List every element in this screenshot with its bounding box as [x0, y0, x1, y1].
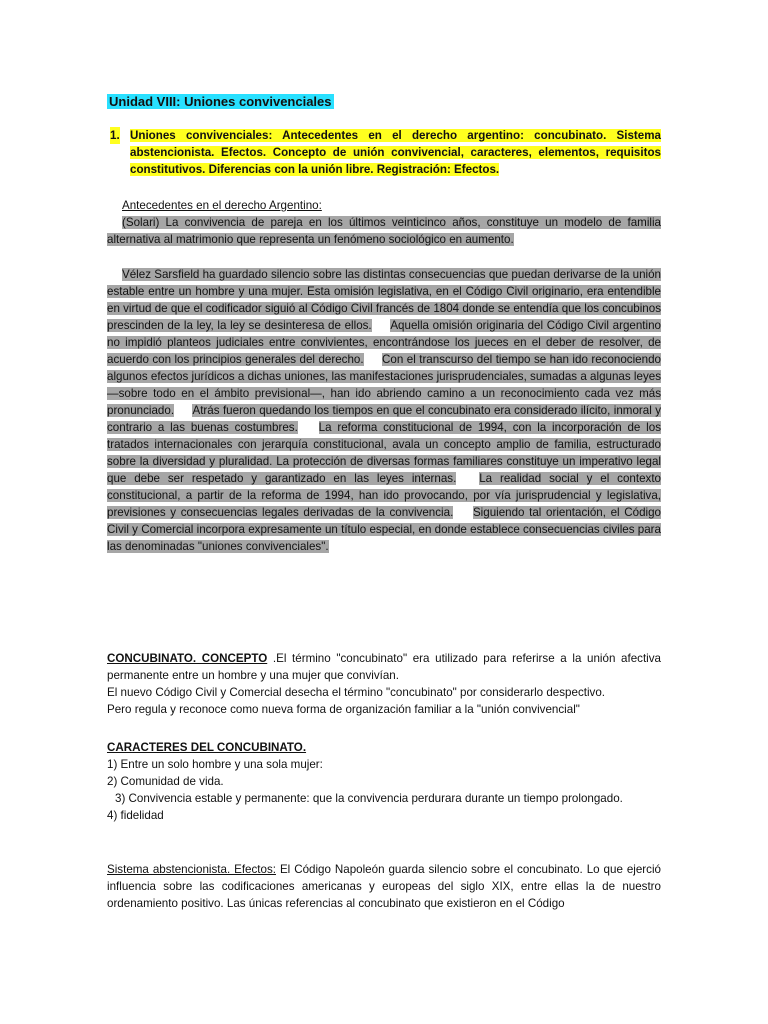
paragraph-group-antecedentes: [107, 266, 661, 555]
page-title: [107, 93, 661, 111]
paragraph-text: Siguiendo tal orientación, el Código Civil y Comercial incorpora expresamente un título especial, en donde establece consecuencias civiles para las denominadas "uniones convivenciales".: [107, 506, 661, 553]
paragraph-text: La realidad social y el contexto constitucional, a partir de la reforma de 1994, han ido provocando, por vía jurisprudencial y legislativa, previsiones y consecuencias legales derivadas de la convivencia.: [107, 472, 661, 519]
paragraph-text: Atrás fueron quedando los tiempos en que el concubinato era considerado ilícito, inmoral y contrario a las buenas costumbres.: [107, 404, 661, 434]
paragraph-text: Vélez Sarsfield ha guardado silencio sobre las distintas consecuencias que puedan derivarse de la unión estable entre un hombre y una mujer. Esta omisión legislativa, en el Código Civil originario, era entendible en virtud de que el codificador siguió al Código Civil francés de 1804 donde se entendía que los concubinos prescinden de la ley, la ley se desinteresa de ellos.: [107, 268, 661, 332]
paragraph-text: (Solari) La convivencia de pareja en los últimos veinticinco años, constituye un modelo de familia alternativa al matrimonio que representa un fenómeno sociológico en aumento.: [107, 216, 661, 246]
caracteres-section: [107, 739, 661, 824]
title-text: Unidad VIII: Uniones convivenciales: [109, 94, 332, 109]
concepto-section: [107, 650, 661, 718]
topic-list-item: [107, 127, 661, 178]
sistema-section: [107, 861, 661, 912]
caracteres-heading: CARACTERES DEL CONCUBINATO.: [107, 741, 307, 754]
paragraph-solari: [107, 214, 661, 248]
paragraph-text: La reforma constitucional de 1994, con la incorporación de los tratados internacionales con jerarquía constitucional, avala un concepto amplio de familia, estructurado sobre la diversidad y pluralidad. La protección de diversas formas familiares constituye un imperativo legal que debe ser respetado y garantizado en las leyes internas.: [107, 421, 661, 485]
caracteres-item: 4) fidelidad: [107, 809, 164, 822]
paragraph-text: Con el transcurso del tiempo se han ido reconociendo algunos efectos jurídicos a dichas uniones, las manifestaciones jurisprudenciales, sumadas a algunas leyes —sobre todo en el ámbito previsional—, han ido abriendo camino a un reconocimiento cada vez más pronunciado.: [107, 353, 661, 417]
caracteres-item: 2) Comunidad de vida.: [107, 775, 224, 788]
concepto-line: El nuevo Código Civil y Comercial desecha el término "concubinato" por considerarlo despectivo.: [107, 686, 605, 699]
concepto-line: Pero regula y reconoce como nueva forma de organización familiar a la "unión convivencial": [107, 703, 580, 716]
list-number: 1.: [110, 129, 120, 142]
paragraph-text: Aquella omisión originaria del Código Civil argentino no impidió planteos judiciales entre convivientes, encontrándose los jueces en el deber de resolver, de acuerdo con los principios generales del derecho.: [107, 319, 661, 366]
sistema-text: El Código Napoleón guarda silencio sobre el concubinato. Lo que ejerció influencia sobre las codificaciones americanas y europeas del siglo XIX, entre ellas la de nuestro ordenamiento positivo. Las únicas referencias al concubinato que existieron en el Código: [107, 863, 661, 910]
list-text: Uniones convivenciales: Antecedentes en el derecho argentino: concubinato. Sistema abstencionista. Efectos. Concepto de unión convivencial, caracteres, elementos, requisitos constitutivos. Diferencias con la unión libre. Registración: Efectos.: [130, 129, 661, 176]
concepto-text: .El término "concubinato" era utilizado para referirse a la unión afectiva permanente entre un hombre y una mujer que convivían.: [107, 652, 661, 682]
caracteres-item: 1) Entre un solo hombre y una sola mujer:: [107, 758, 323, 771]
concepto-heading: CONCUBINATO. CONCEPTO: [107, 652, 268, 665]
sistema-heading: Sistema abstencionista. Efectos:: [107, 863, 276, 876]
caracteres-item: 3) Convivencia estable y permanente: que la convivencia perdurara durante un tiempo prolongado.: [115, 792, 623, 805]
section-heading-antecedentes: Antecedentes en el derecho Argentino:: [122, 199, 322, 212]
